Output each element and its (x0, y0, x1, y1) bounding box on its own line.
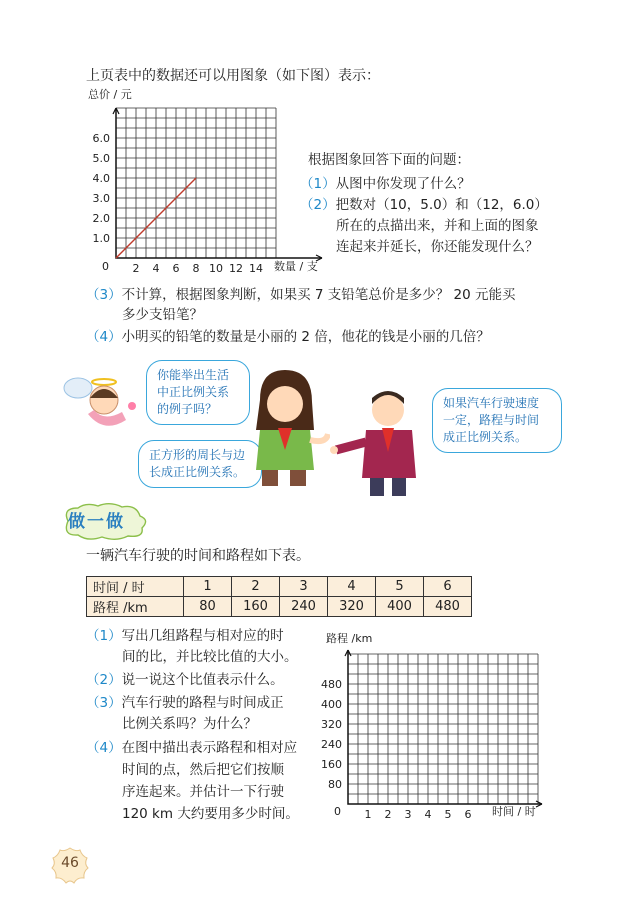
e4-num: （4） (86, 740, 122, 756)
bubble1-line2: 中正比例关系 (157, 385, 230, 399)
price-quantity-graph (84, 88, 334, 288)
speech-bubble-1 (146, 360, 250, 425)
graph1-ytick: 3.0 (92, 192, 110, 205)
bubble1-line3: 的例子吗？ (157, 402, 218, 416)
graph2-xtick: 2 (384, 808, 392, 821)
distance-time-graph (310, 632, 550, 826)
bubble2-line1: 正方形的周长与边 (149, 448, 246, 462)
graph2-ytick: 160 (321, 758, 342, 771)
badge-text: 做一做 (68, 512, 125, 532)
exercise-badge (58, 502, 150, 544)
side-q1-num: （1） (300, 176, 336, 192)
bubble2-line2: 长成正比例关系。 (149, 465, 246, 479)
q3-num: （3） (86, 287, 122, 303)
time-distance-table (86, 576, 472, 617)
graph2-xtick: 3 (404, 808, 412, 821)
bubble3-line1: 如果汽车行驶速度 (443, 396, 540, 410)
e3-line2: 比例关系吗？为什么？ (122, 716, 257, 732)
side-q1-text: 从图中你发现了什么？ (335, 176, 471, 192)
table-cell: 3 (280, 577, 328, 597)
page-number: 46 (61, 855, 79, 871)
graph1-xtick: 10 (209, 262, 223, 275)
graph1-origin: 0 (102, 260, 109, 273)
graph2-xtick: 6 (464, 808, 472, 821)
e4-line4: 120 km 大约要用多少时间。 (122, 806, 299, 822)
illustration-area (60, 360, 600, 500)
graph1-ytick: 5.0 (92, 152, 110, 165)
graph1-xtick: 8 (192, 262, 200, 275)
table-cell: 160 (232, 597, 280, 617)
e4-line2: 时间的点，然后把它们按顺 (122, 762, 284, 778)
graph2-xtick: 4 (424, 808, 432, 821)
q4-text: 小明买的铅笔的数量是小丽的 2 倍，他花的钱是小丽的几倍？ (121, 329, 490, 345)
page-number-badge (50, 846, 90, 890)
table-cell: 6 (424, 577, 472, 597)
table-row (87, 577, 472, 597)
graph2-ytick: 240 (321, 738, 342, 751)
graph2-origin: 0 (334, 805, 341, 818)
e1-line2: 间的比，并比较比值的大小。 (122, 649, 298, 665)
graph2-ytick: 400 (321, 698, 342, 711)
e1-num: （1） (86, 628, 122, 644)
exercise-q2 (86, 670, 284, 691)
graph1-xtick: 12 (229, 262, 243, 275)
graph1-xtick: 6 (172, 262, 180, 275)
q3-line1: 不计算，根据图象判断，如果买 7 支铅笔总价是多少？ 20 元能买 (121, 287, 516, 303)
table-cell: 5 (376, 577, 424, 597)
graph2-ytick: 80 (328, 778, 342, 791)
table-cell: 320 (328, 597, 376, 617)
bubble3-line2: 一定，路程与时间 (443, 413, 540, 427)
bubble1-line1: 你能举出生活 (157, 368, 230, 382)
table-row2-header: 路程 /km (87, 597, 184, 617)
graph1-xtick: 14 (249, 262, 263, 275)
graph1-xlabel: 数量 / 支 (274, 260, 318, 273)
e1-line1: 写出几组路程与相对应的时 (121, 628, 284, 644)
graph1-ytick: 4.0 (92, 172, 110, 185)
graph1-grid (116, 108, 276, 258)
e4-line1: 在图中描出表示路程和相对应 (121, 740, 298, 756)
graph2-axes (348, 650, 542, 804)
angel-figure-icon (60, 368, 150, 438)
e2-num: （2） (86, 672, 122, 688)
table-cell: 240 (280, 597, 328, 617)
graph2-ytick: 320 (321, 718, 342, 731)
graph2-ytick: 480 (321, 678, 342, 691)
graph1-axes (116, 108, 322, 258)
side-q2-line3: 连起来并延长，你还能发现什么？ (336, 239, 539, 255)
side-q2-line1: 把数对（10，5.0）和（12，6.0） (335, 197, 548, 213)
question-3 (86, 285, 516, 306)
girl-figure-icon (240, 370, 330, 492)
e2-text: 说一说这个比值表示什么。 (121, 672, 284, 688)
exercise-intro: 一辆汽车行驶的时间和路程如下表。 (86, 548, 310, 564)
side-q2-line2: 所在的点描出来，并和上面的图象 (336, 218, 539, 234)
graph2-ylabel: 路程 /km (326, 632, 373, 645)
data-table-wrapper (86, 576, 472, 617)
e3-num: （3） (86, 695, 122, 711)
graph2-xtick: 1 (364, 808, 372, 821)
q4-num: （4） (86, 329, 122, 345)
side-q2-num: （2） (300, 197, 336, 213)
question-4 (86, 327, 490, 348)
graph1-ytick: 1.0 (92, 232, 110, 245)
exercise-q1 (86, 626, 284, 647)
q3-line2: 多少支铅笔？ (122, 307, 203, 323)
graph1-xtick: 2 (132, 262, 140, 275)
side-q1 (300, 174, 471, 195)
graph1-ylabel: 总价 / 元 (88, 88, 132, 101)
exercise-q3 (86, 693, 284, 714)
graph1-ytick: 6.0 (92, 132, 110, 145)
graph1-ytick: 2.0 (92, 212, 110, 225)
exercise-q4 (86, 738, 297, 759)
table-cell: 4 (328, 577, 376, 597)
side-q2 (300, 195, 548, 216)
table-row (87, 597, 472, 617)
side-title: 根据图象回答下面的问题： (308, 152, 470, 168)
intro-text: 上页表中的数据还可以用图象（如下图）表示： (86, 68, 380, 84)
graph2-grid (348, 654, 538, 804)
boy-figure-icon (330, 390, 430, 500)
bubble3-line3: 成正比例关系。 (443, 430, 528, 444)
table-cell: 400 (376, 597, 424, 617)
table-cell: 2 (232, 577, 280, 597)
table-row1-header: 时间 / 时 (87, 577, 184, 597)
e4-line3: 序连起来。并估计一下行驶 (122, 784, 284, 800)
e3-line1: 汽车行驶的路程与时间成正 (121, 695, 284, 711)
graph2-xlabel: 时间 / 时 (492, 805, 536, 818)
table-cell: 480 (424, 597, 472, 617)
speech-bubble-3 (432, 388, 562, 453)
graph1-xtick: 4 (152, 262, 160, 275)
graph2-arrows (345, 650, 542, 807)
table-cell: 80 (184, 597, 232, 617)
graph2-xtick: 5 (444, 808, 452, 821)
table-cell: 1 (184, 577, 232, 597)
